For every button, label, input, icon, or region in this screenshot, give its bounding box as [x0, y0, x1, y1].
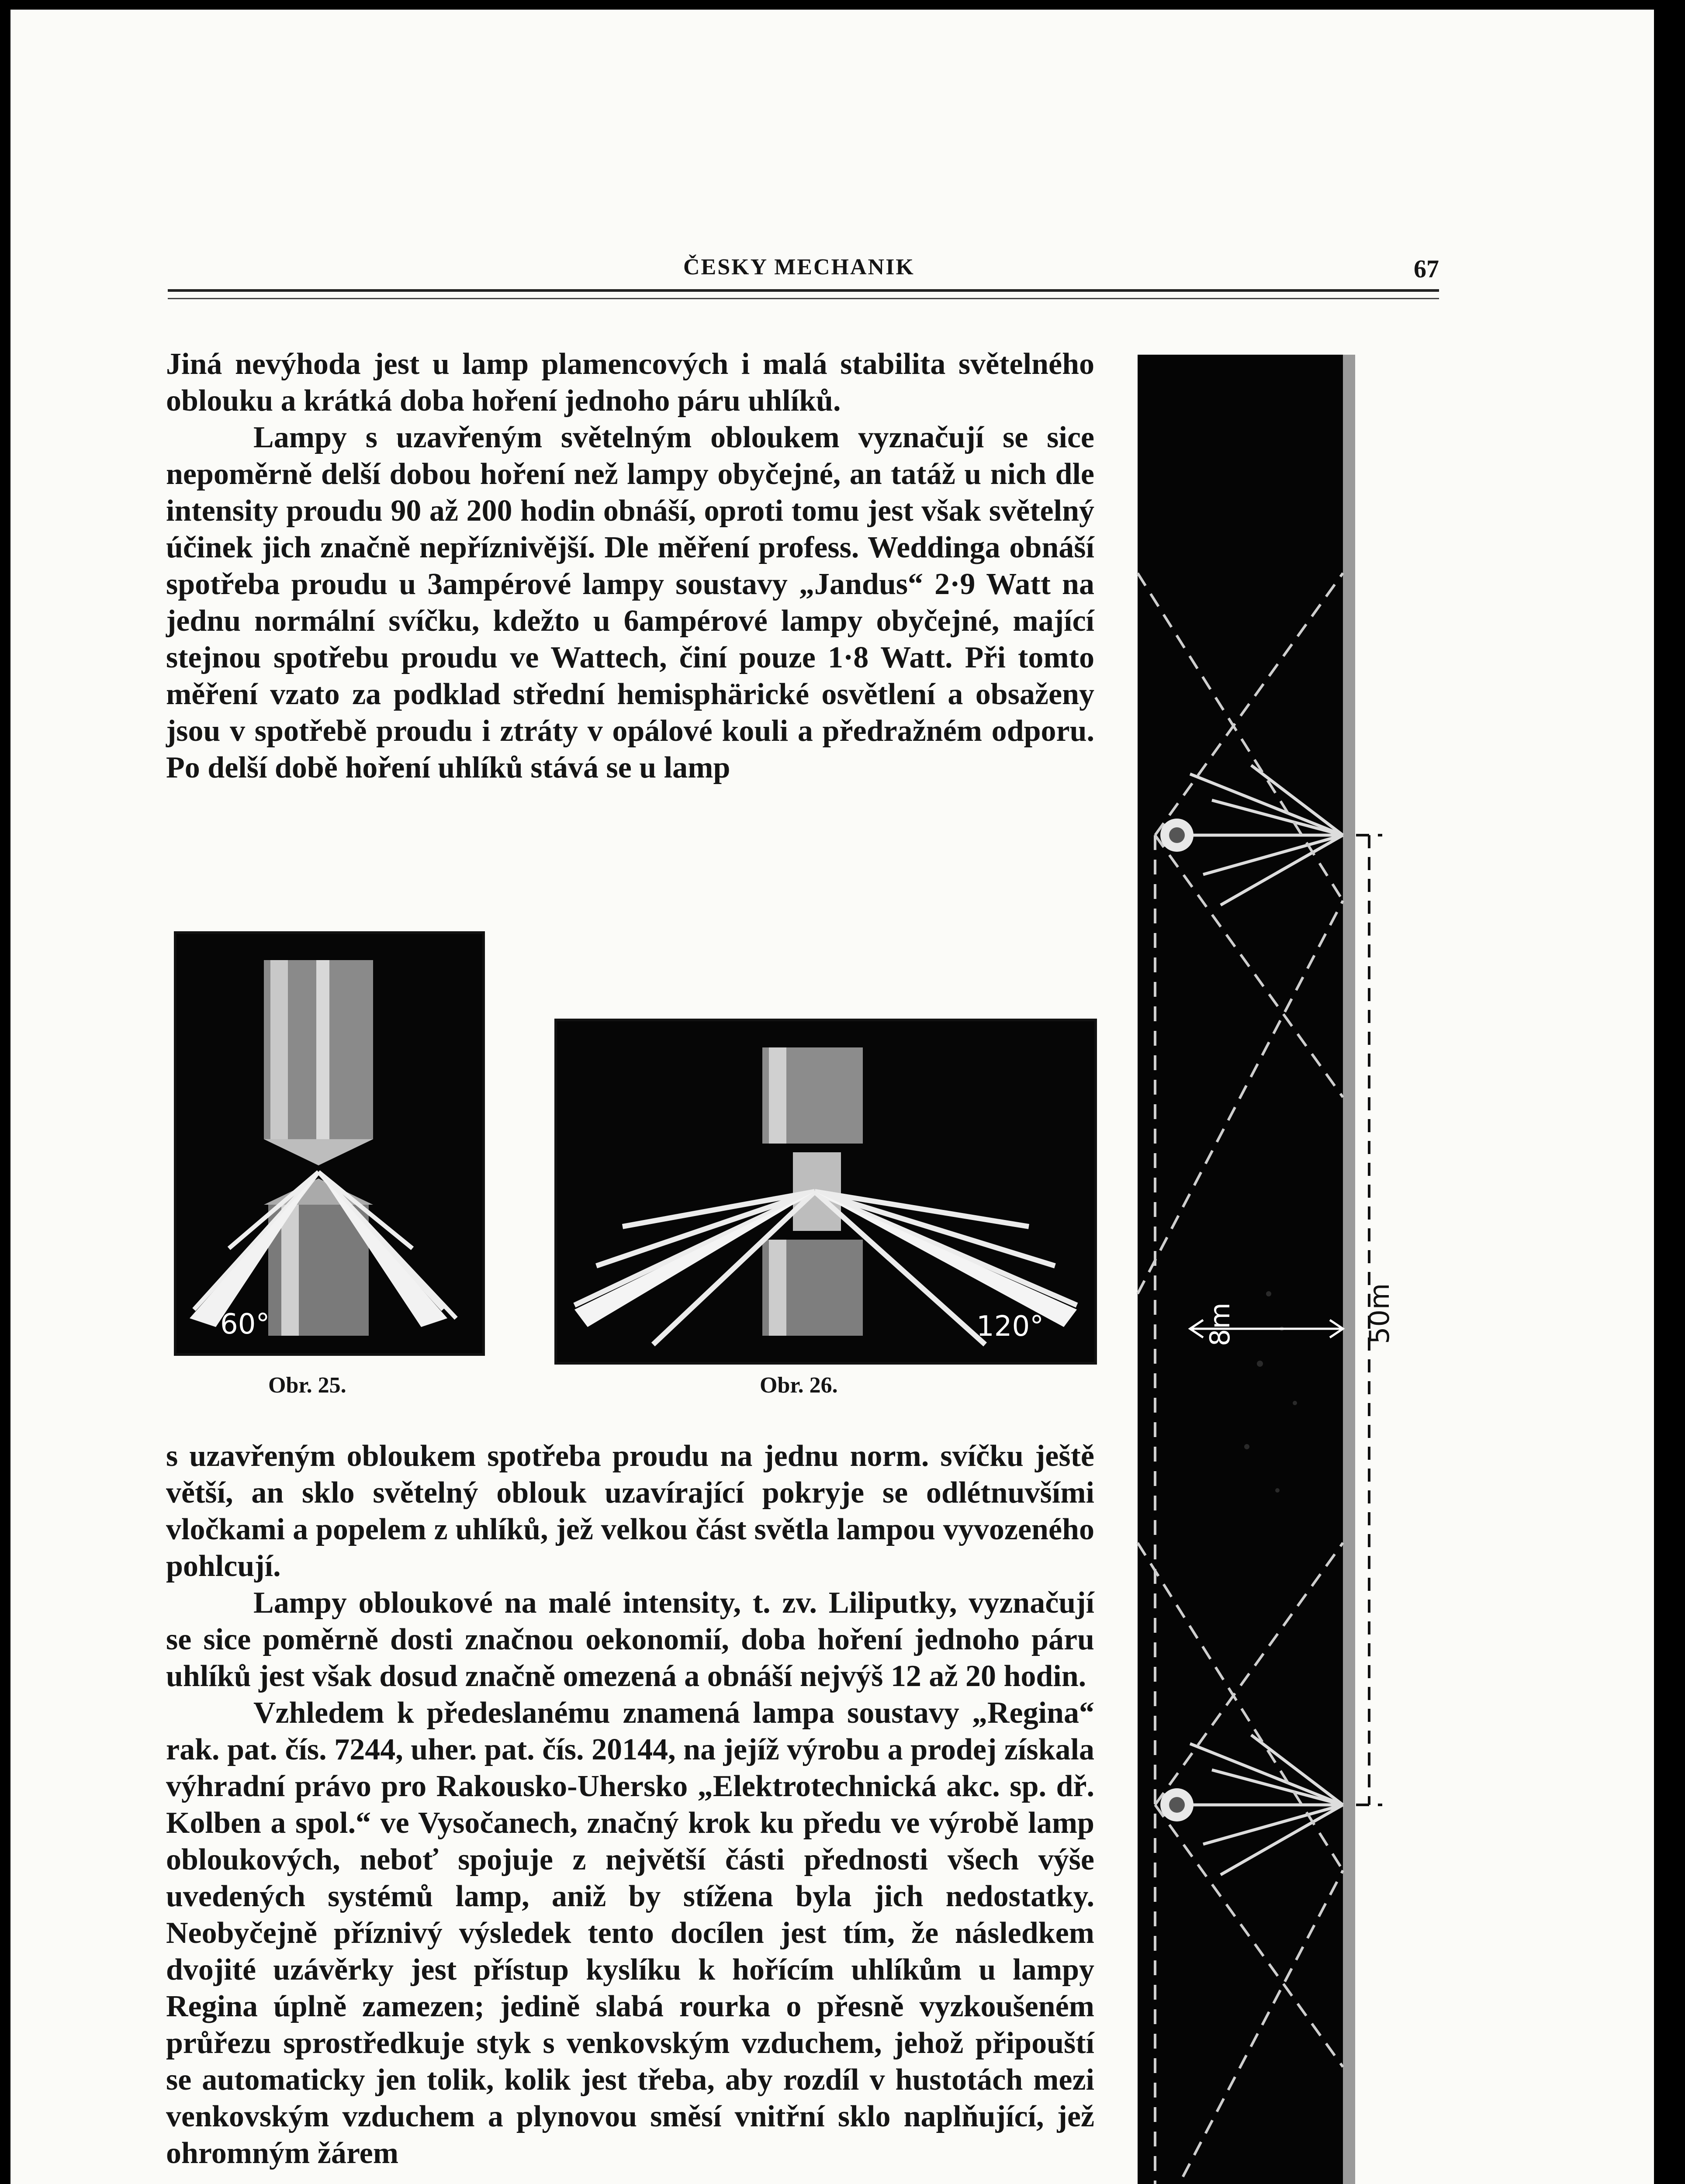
paragraph: Vzhledem k předeslanému znamená lampa soustavy „Regina“ rak. pat. čís. 7244, uher. pat. čís. 20144, na jejíž výrobu a prodej získala výhradní právo pro Rakousko-Uhersko „Elektrotechnická akc. sp. dř. Kolben a spol.“ ve Vysočanech, značný krok ku předu ve výrobě lamp obloukových, neboť spojuje z největší části přednosti všech výše uvedených systémů lamp, aniž by stížena byla jich nedostatky. Neobyčejně příznivý výsledek tento docílen jest tím, že následkem dvojité uzávěrky jest přístup kyslíku k hořícím uhlíkům u lampy Regina úplně zamezen; jedině slabá rourka o přesně vyzkoušeném průřezu sprostředkuje styk s venkovským vzduchem, jehož připouští se automaticky jen tolik, kolik jest třeba, aby rozdíl v hustotách mezi venkovským vzduchem a plynovou směsí vnitřní sklo naplňující, jež ohromným žárem	[166, 1696, 1094, 2170]
figure-27-lamp-spacing	[1138, 355, 1395, 2184]
text-column-top	[166, 346, 1094, 786]
angle-label: 60°	[220, 1308, 270, 1341]
paragraph: Lampy obloukové na malé intensity, t. zv. Liliputky, vyznačují se sice poměrně dosti značnou oekonomií, doba hoření jednoho páru uhlíků jest však dosud značně omezená a obnáší nejvýš 12 až 20 hodin.	[166, 1586, 1094, 1693]
figure-25-caption: Obr. 25.	[268, 1373, 346, 1398]
running-header	[168, 254, 1439, 285]
header-rule-thin	[168, 298, 1439, 299]
book-page	[10, 10, 1654, 2184]
lamp-icon	[1160, 1788, 1194, 1821]
angle-label: 120°	[976, 1310, 1044, 1343]
text-column-bottom	[166, 1438, 1094, 2172]
lamp-icon	[1160, 819, 1194, 852]
paragraph: s uzavřeným obloukem spotřeba proudu na jednu norm. svíčku ještě větší, an sklo světelný oblouk uzavírající pokryje se odlétnuvšími vločkami a popelem z uhlíků, jež velkou část světla lampou vyvozeného pohlcují.	[166, 1439, 1094, 1583]
header-title: ČESKY MECHANIK	[683, 255, 915, 280]
page-number: 67	[1414, 255, 1439, 283]
paragraph: Jiná nevýhoda jest u lamp plamencových i malá stabilita světelného oblouku a krátká doba hoření jednoho páru uhlíků.	[166, 347, 1094, 418]
figure-26-illustration	[557, 1021, 1094, 1362]
figure-25-arc-lamp-60	[174, 931, 485, 1356]
header-rule	[168, 289, 1439, 292]
distance-label-large: 50m	[1363, 1283, 1395, 1344]
figure-27-illustration	[1138, 355, 1395, 2184]
distance-label-small: 8m	[1204, 1303, 1236, 1346]
figure-26-arc-lamp-120	[554, 1019, 1097, 1365]
figure-26-caption: Obr. 26.	[760, 1373, 838, 1398]
paragraph: Lampy s uzavřeným světelným obloukem vyznačují se sice nepoměrně delší dobou hoření než lampy obyčejné, an tatáž u nich dle intensity proudu 90 až 200 hodin obnáší, oproti tomu jest však světelný účinek jich značně nepříznivější. Dle měření profess. Weddinga obnáší spotřeba proudu u 3ampérové lampy soustavy „Jandus“ 2·9 Watt na jednu normální svíčku, kdežto u 6ampérové lampy obyčejné, mající stejnou spotřebu proudu ve Wattech, činí pouze 1·8 Watt. Při tomto měření vzato za podklad střední hemisphärické osvětlení a obsaženy jsou v spotřebě proudu i ztráty v opálové kouli a předražném odporu. Po delší době hoření uhlíků stává se u lamp	[166, 421, 1094, 784]
figure-25-illustration	[176, 934, 482, 1353]
